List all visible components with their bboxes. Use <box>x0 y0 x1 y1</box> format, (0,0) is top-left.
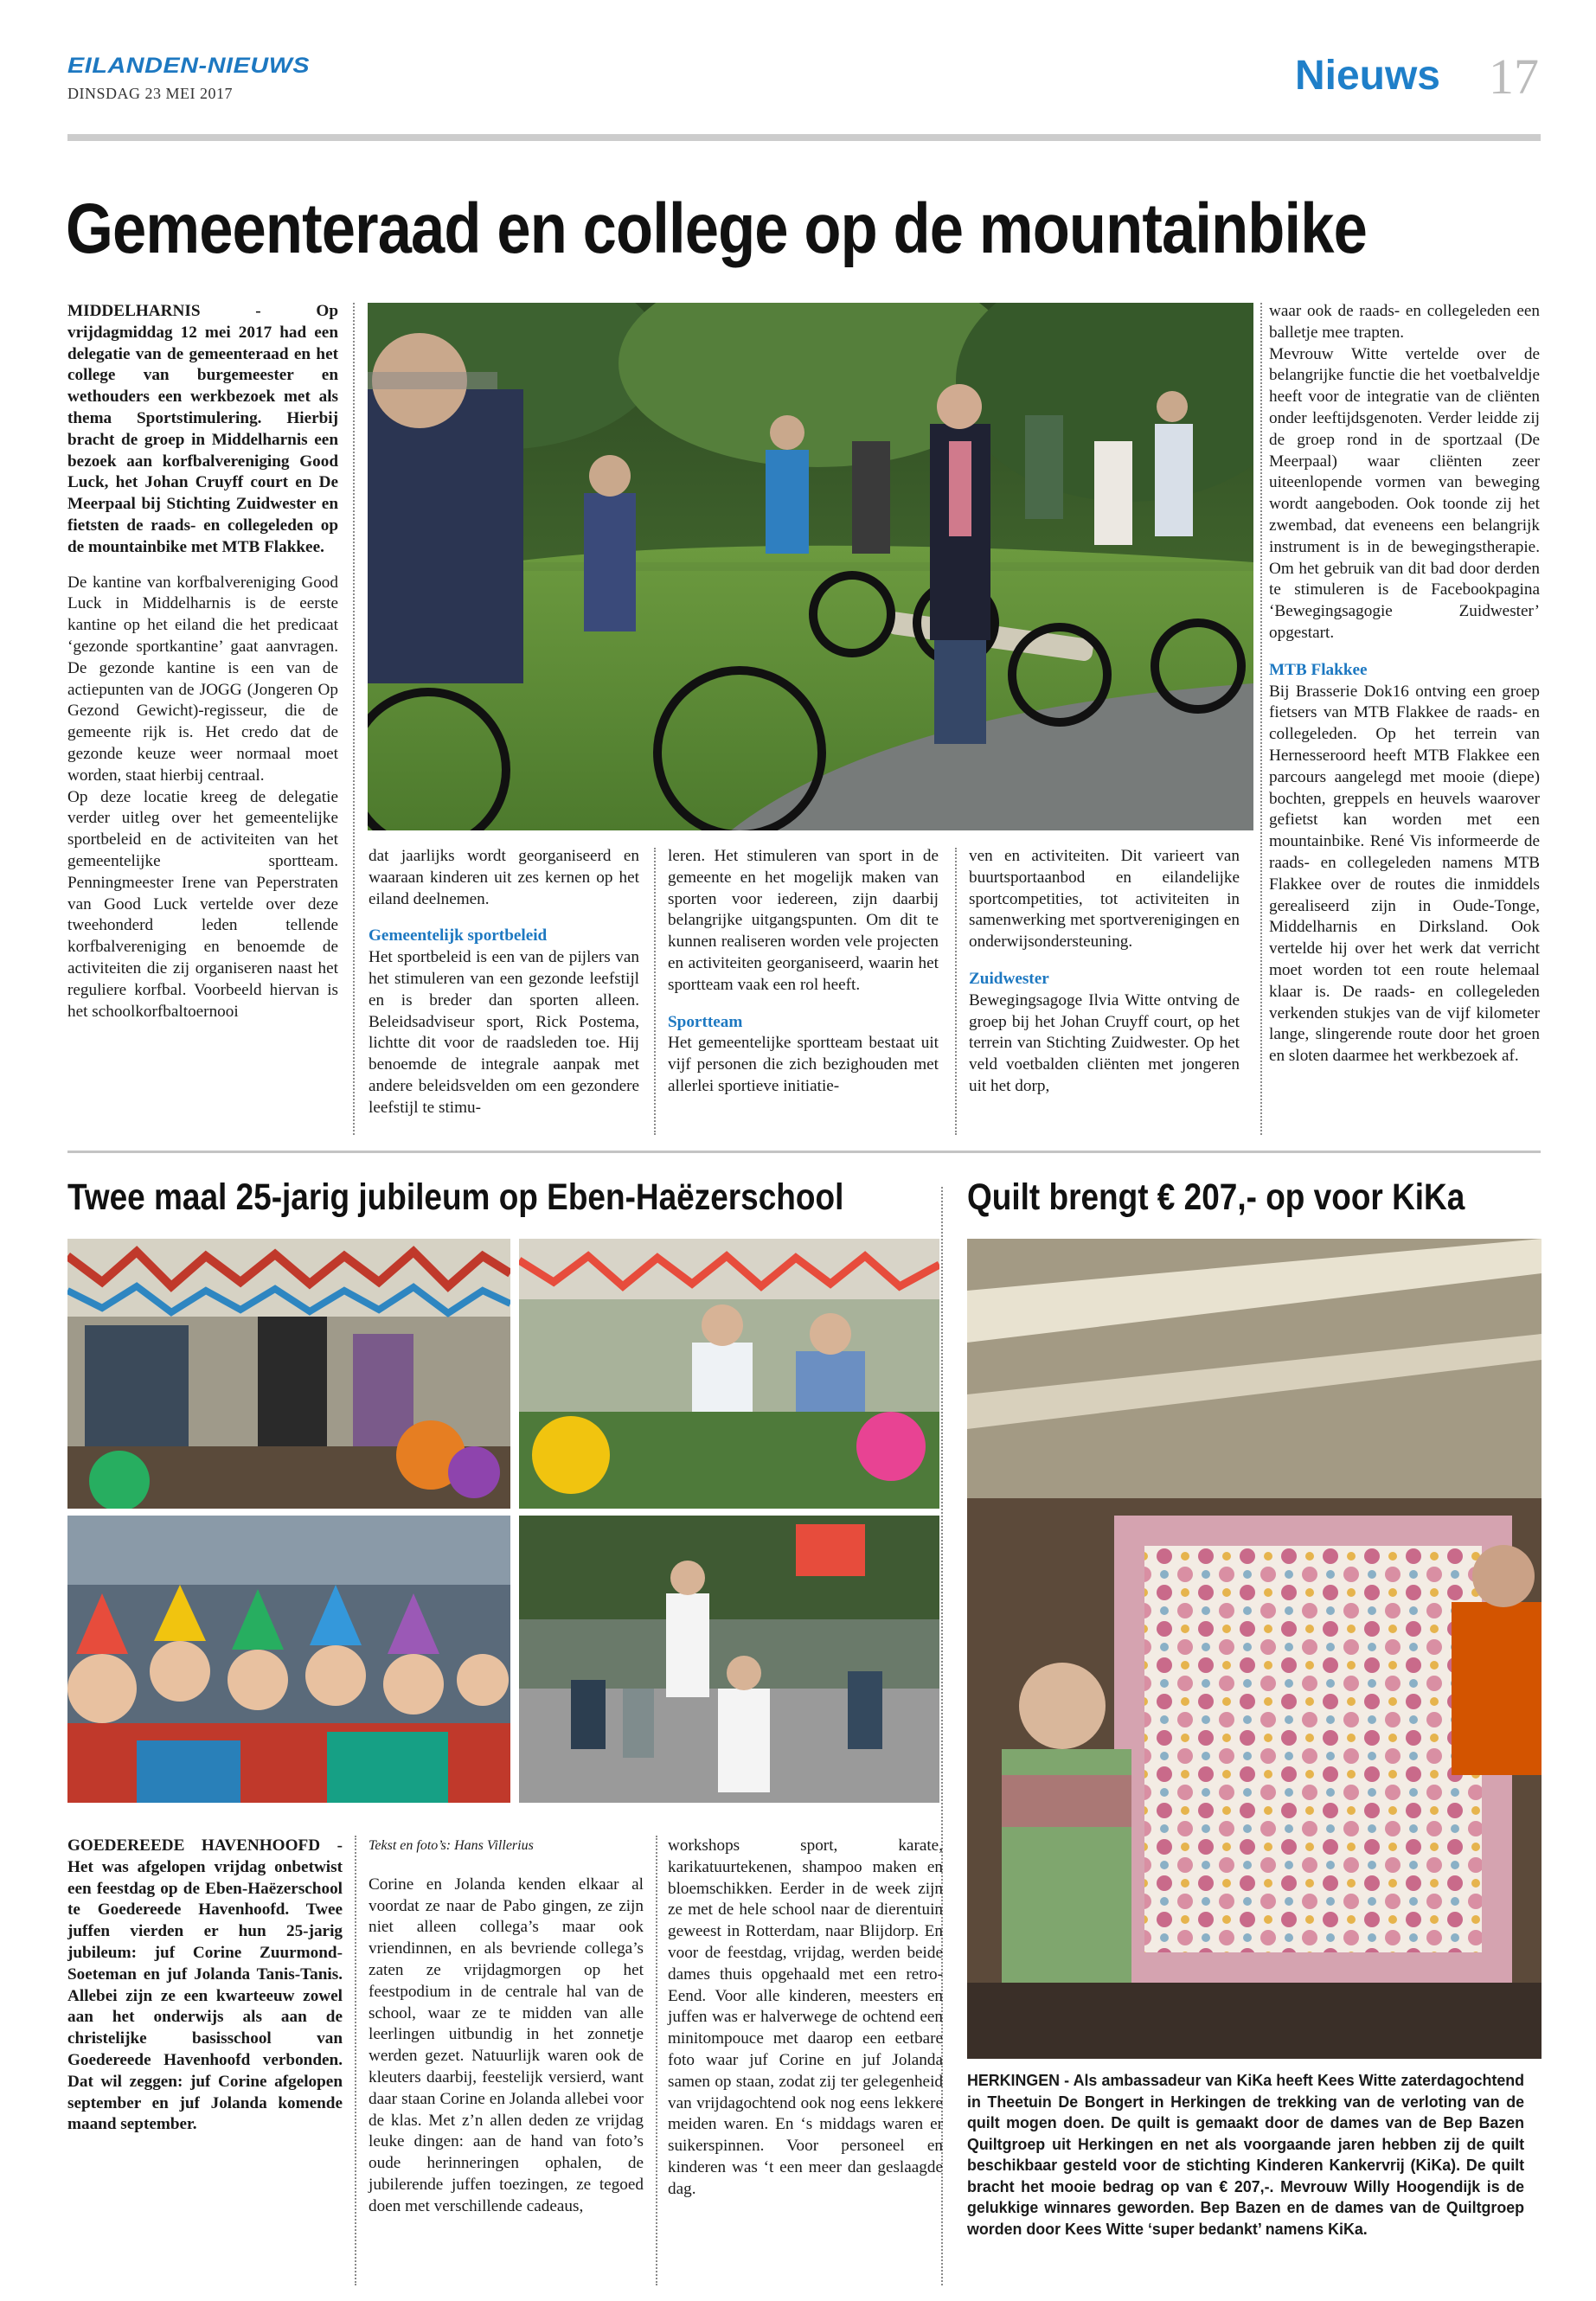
main-article-paragraph: Bij Brasserie Dok16 ontving een groep fietsers van MTB Flakkee de raads- en collegeleden. Op het terrein van Hernesseroord heeft MTB Flakkee een parcours aangelegd met mooie (diepe) bochten, greppels en heuvels waarover gefietst kan worden met een mountainbike. René Vis informeerde de raads- en collegeleden namens MTB Flakkee over de routes die inmiddels gerealiseerd zijn in Oude-Tonge, Middelharnis en Dirksland. Ook vertelde hij over het werk dat verricht moet worden tot een route helemaal klaar is. De raads- en collegeleden verkenden stukjes van de vijf kilometer lange, slingerende route door het groen en sloten daarmee het werkbezoek af. <box>1269 682 1540 1066</box>
school-article-column-3 <box>668 1836 943 2201</box>
main-article-paragraph: leren. Het stimuleren van sport in de gemeente en het mogelijk maken van sporten voor iedereen, zijn daarbij belangrijke uitgangspunten. Om dit te kunnen realiseren worden vele projecten en activiteiten georganiseerd, waarin het sportteam vaak een rol heeft. <box>668 847 939 994</box>
quilt-headline: Quilt brengt € 207,- op voor KiKa <box>967 1176 1465 1218</box>
main-article-column-1 <box>67 301 338 1022</box>
quilt-photo <box>967 1239 1542 2059</box>
school-article-column-2 <box>369 1836 644 2218</box>
subhead-mtb-flakkee: MTB Flakkee <box>1269 660 1368 679</box>
school-headline: Twee maal 25-jarig jubileum op Eben-Haëzerschool <box>67 1176 844 1218</box>
main-article-paragraph: ven en activiteiten. Dit varieert van buurtsportaanbod en eilandelijke sportcompetities, tot activiteiten in samenwerking met sportverenigingen en onderwijsondersteuning. <box>969 847 1240 952</box>
main-article-paragraph: Mevrouw Witte vertelde over de belangrijke functie die het voetbalveldje heeft voor de integratie van de cliënten onder leeftijdsgenoten. Verder leidde zij de groep rond in de sportzaal (De Meerpaal) waar cliënten zeer uiteenlopende vormen van beweging wordt aangeboden. Ook toonde zij het zwembad, dat eveneens een belangrijk instrument is in de bewegingstherapie. Om het gebruik van dit bad door derden te stimuleren is de Facebookpagina ‘Bewegingsagogie Zuidwester’ opgestart. <box>1269 344 1540 642</box>
main-article-column-2 <box>369 846 639 1119</box>
main-article-paragraph: Op deze locatie kreeg de delegatie verder uitleg over het gemeentelijke sportbeleid en de activiteiten van het gemeentelijke sportteam. Penningmeester Irene van Peperstraten van Good Luck vertelde over deze tweehonderd leden tellende korfbalvereniging en benoemde de activiteiten die zij organiseren naast het reguliere korfbal. Voorbeeld hiervan is het schoolkorfbaltoernooi <box>67 787 338 1021</box>
school-article-column-1 <box>67 1836 343 2150</box>
column-divider <box>656 1836 657 2285</box>
subhead-zuidwester: Zuidwester <box>969 969 1049 988</box>
main-article-intro: MIDDELHARNIS - Op vrijdagmiddag 12 mei 2017 had een delegatie van de gemeenteraad en het college van burgemeester en wethouders een werkbezoek met als thema Sportstimulering. Hierbij bracht de groep in Middelharnis een bezoek aan korfbalvereniging Good Luck, het Johan Cruyff court en De Meerpaal bij Stichting Zuidwester en fietsten de raads- en collegeleden op de mountainbike met MTB Flakkee. <box>67 302 338 556</box>
teachers-celebration-photo <box>519 1239 939 1509</box>
header-divider <box>67 134 1541 141</box>
quilt-caption: HERKINGEN - Als ambassadeur van KiKa heeft Kees Witte zaterdagochtend in Theetuin De Bongert in Herkingen de trekking van de verloting van de quilt mogen doen. De quilt is gemaakt door de dames van de Bep Bazen Quiltgroep uit Herkingen en net als voorgaande jaren hebben zij de quilt beschikbaar gesteld voor de stichting Kinderen Kankervrij (KiKa). De quilt bracht het mooie bedrag op van € 207,-. Mevrouw Willy Hoogendijk is de gelukkige winnares geworden. Bep Bazen en de dames van de Quiltgroep worden door Kees Witte ‘super bedankt’ namens KiKa. <box>967 2071 1525 2238</box>
section-divider <box>67 1150 1541 1153</box>
school-article-paragraph: Corine en Jolanda kenden elkaar al voordat ze naar de Pabo gingen, ze zijn niet alleen collega’s maar ook vriendinnen, en als bevriende collega’s zaten ze vrijdagmorgen op het feestpodium in de centrale hal van de school, waar ze te midden van alle leerlingen uitbundig in het zonnetje werden gezet. Natuurlijk waren ook de kleuters daarbij, feestelijk versierd, want daar staan Corine en Jolanda allebei voor de klas. Met z’n allen deden ze vrijdag leuke dingen: aan de hand van foto’s oude herinneringen ophalen, de jubilerende juffen toezingen, ze tegoed doen met verschillende cadeaus, <box>369 1875 644 2215</box>
issue-date: DINSDAG 23 MEI 2017 <box>67 85 233 102</box>
kindergarten-party-photo <box>67 1516 510 1803</box>
school-article-paragraph: workshops sport, karate, karikatuurtekenen, shampoo maken en bloemschikken. Eerder in de week zijn ze met de hele school naar de dierentuin geweest in Rotterdam, naar Blijdorp. En voor de feestdag, vrijdag, werden beide dames thuis opgehaald met een retro-Eend. Voor alle kinderen, meesters en juffen was er halverwege de ochtend een minitompouce met daarop een eetbare foto waar juf Corine en juf Jolanda samen op staan, zodat zij ter gelegenheid van vrijdagochtend ook nog eens lekkere meiden waren. En ‘s middags waren er suikerspinnen. Voor personeel en kinderen was ‘t een meer dan geslaagde dag. <box>668 1836 943 2198</box>
column-divider <box>654 848 656 1135</box>
main-article-paragraph: Het sportbeleid is een van de pijlers van het stimuleren van een gezonde leefstijl en is breder dan sporten alleen. Beleidsadviseur sport, Rick Postema, lichtte dit voor de raadsleden toe. Hij benoemde de integrale aanpak met andere beleidsvelden om een gezondere leefstijl te stimu- <box>369 948 639 1117</box>
mountainbike-group-photo <box>368 303 1253 830</box>
main-article-paragraph: dat jaarlijks wordt georganiseerd en waaraan kinderen uit zes kernen op het eiland deelnemen. <box>369 847 639 908</box>
main-article-paragraph: Bewegingsagoge Ilvia Witte ontving de groep bij het Johan Cruyff court, op het terrein van Stichting Zuidwester. Op het veld voetbalden cliënten met jongeren uit het dorp, <box>969 990 1240 1095</box>
karate-workshop-photo <box>519 1516 939 1803</box>
main-article-column-5 <box>1269 301 1540 1067</box>
column-divider <box>1260 303 1262 1135</box>
column-divider <box>355 1836 356 2285</box>
section-title: Nieuws <box>1294 53 1440 99</box>
photo-credit: Tekst en foto’s: Hans Villerius <box>369 1838 534 1853</box>
school-article-intro: GOEDEREEDE HAVENHOOFD - Het was afgelopen vrijdag onbetwist een feestdag op de Eben-Haëzerschool te Goedereede Havenhoofd. Twee juffen vierden er hun 25-jarig jubileum: juf Corine Zuurmond-Soeteman en juf Jolanda Tanis-Tanis. Allebei zijn ze een kwarteeuw zowel aan het onderwijs als aan de christelijke basisschool van Goedereede Havenhoofd verbonden. Dat wil zeggen: juf Corine afgelopen september en juf Jolanda komende maand september. <box>67 1836 343 2134</box>
column-divider <box>955 848 957 1135</box>
subhead-gemeentelijk-sportbeleid: Gemeentelijk sportbeleid <box>369 926 548 945</box>
main-headline: Gemeenteraad en college op de mountainbike <box>66 189 1367 268</box>
page-number: 17 <box>1489 48 1539 105</box>
main-article-column-3 <box>668 846 939 1098</box>
main-article-paragraph: Het gemeentelijke sportteam bestaat uit vijf personen die zich bezighouden met allerlei sportieve initiatie- <box>668 1034 939 1095</box>
subhead-sportteam: Sportteam <box>668 1012 743 1031</box>
school-stage-photo <box>67 1239 510 1509</box>
main-article-paragraph: waar ook de raads- en collegeleden een balletje mee trapten. <box>1269 302 1540 342</box>
column-divider <box>353 303 355 1135</box>
main-article-column-4 <box>969 846 1240 1098</box>
newspaper-logo: EILANDEN-NIEUWS <box>67 54 311 78</box>
main-article-paragraph: De kantine van korfbalvereniging Good Luck in Middelharnis is de eerste kantine op het eiland die het predicaat ‘gezonde sportkantine’ gaat aanvragen. De gezonde kantine is een van de actiepunten van de JOGG (Jongeren Op Gezond Gewicht)-regisseur, die de gemeente rijk is. Het credo dat de gezonde keuze weer normaal moet worden, staat hierbij centraal. <box>67 573 338 785</box>
